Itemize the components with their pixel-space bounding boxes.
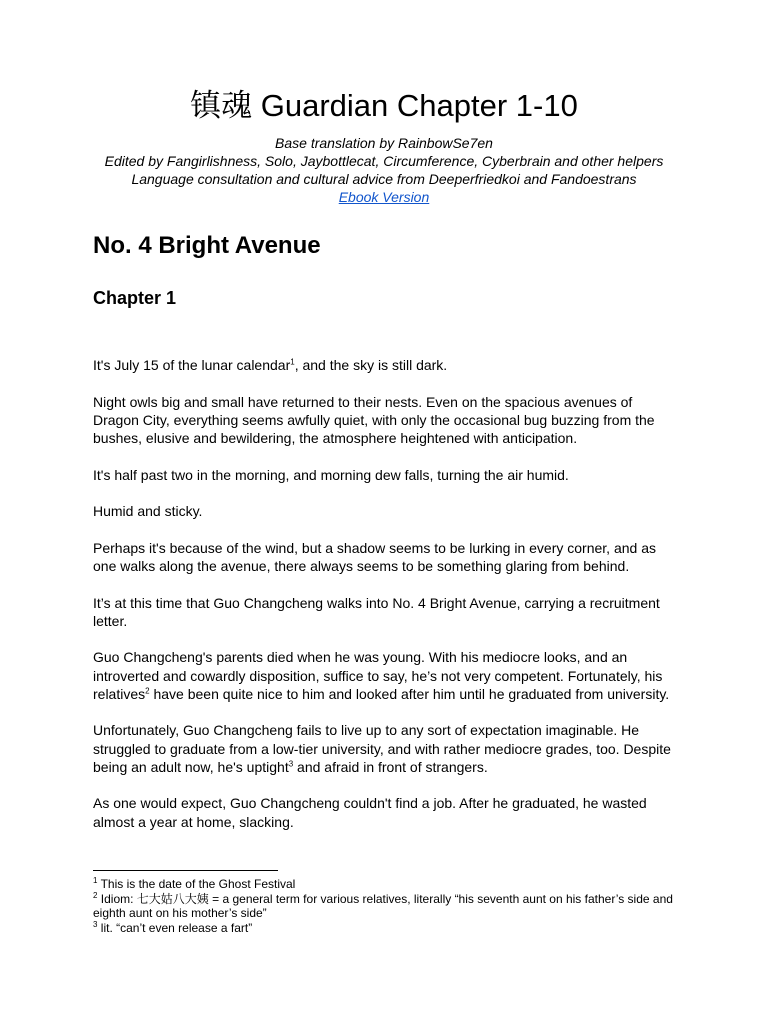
paragraph-1-text-a: It's July 15 of the lunar calendar bbox=[93, 357, 291, 373]
paragraph-8 bbox=[93, 721, 673, 776]
paragraph-4: Humid and sticky. bbox=[93, 503, 203, 520]
chapter-heading: Chapter 1 bbox=[93, 288, 177, 308]
footnote-1-number: 1 bbox=[93, 876, 98, 885]
paragraph-7-text-b: have been quite nice to him and looked after him until he graduated from university. bbox=[149, 685, 670, 702]
credit-editors: Edited by Fangirlishness, Solo, Jaybottlecat, Circumference, Cyberbrain and other helpers bbox=[104, 153, 664, 169]
footnote-2-number: 2 bbox=[93, 890, 98, 900]
paragraph-8-text-b: and afraid in front of strangers. bbox=[293, 758, 488, 775]
paragraph-6: It’s at this time that Guo Changcheng walks into No. 4 Bright Avenue, carrying a recruitment letter. bbox=[93, 594, 660, 629]
footnote-3 bbox=[93, 921, 673, 936]
footnote-2 bbox=[93, 892, 673, 921]
credit-consultation: Language consultation and cultural advice from Deeperfriedkoi and Fandoestrans bbox=[131, 171, 637, 187]
credits-block bbox=[0, 134, 768, 206]
paragraph-7-text-a: Guo Changcheng's parents died when he was young. With his mediocre looks, and an introverted and cowardly disposition, suffice to say, he’s not very competent. Fortunately, his relatives bbox=[93, 649, 663, 702]
document-title: 镇魂 Guardian Chapter 1-10 bbox=[190, 88, 578, 123]
section-heading: No. 4 Bright Avenue bbox=[93, 232, 321, 259]
ebook-link-row bbox=[0, 188, 768, 206]
paragraph-9: As one would expect, Guo Changcheng couldn't find a job. After he graduated, he wasted almost a year at home, slacking. bbox=[93, 795, 647, 830]
paragraph-8-text-a: Unfortunately, Guo Changcheng fails to live up to any sort of expectation imaginable. He struggled to graduate from a low-tier university, and with rather mediocre grades, too. Despite being an adult now, he's uptight bbox=[93, 722, 671, 775]
footnote-1-text: This is the date of the Ghost Festival bbox=[97, 877, 296, 891]
ebook-version-link[interactable]: Ebook Version bbox=[338, 189, 430, 205]
footnote-ref-2[interactable]: 2 bbox=[145, 686, 150, 696]
footnote-2-text: Idiom: 七大姑八大姨 = a general term for various relatives, literally “his seventh aunt on his father’s side and eighth aunt on his mother’s side” bbox=[93, 891, 673, 920]
chapter-body bbox=[93, 356, 673, 849]
footnote-3-text: lit. “can’t even release a fart” bbox=[97, 920, 253, 935]
footnotes-block bbox=[93, 877, 673, 935]
paragraph-1 bbox=[93, 356, 673, 374]
paragraph-2: Night owls big and small have returned to their nests. Even on the spacious avenues of Dragon City, everything seems awfully quiet, with only the occasional bug buzzing from the bushes, elusive and bewildering, the atmosphere heightened with anticipation. bbox=[93, 393, 655, 446]
footnote-ref-1[interactable]: 1 bbox=[290, 357, 295, 367]
paragraph-3: It's half past two in the morning, and morning dew falls, turning the air humid. bbox=[93, 466, 569, 483]
paragraph-5: Perhaps it's because of the wind, but a shadow seems to be lurking in every corner, and as one walks along the avenue, there always seems to be something glaring from behind. bbox=[93, 539, 656, 574]
footnote-divider bbox=[93, 870, 278, 871]
footnote-1 bbox=[93, 877, 673, 892]
credit-translation: Base translation by RainbowSe7en bbox=[275, 135, 493, 151]
paragraph-1-text-b: , and the sky is still dark. bbox=[294, 357, 448, 373]
paragraph-7 bbox=[93, 648, 673, 703]
footnote-3-number: 3 bbox=[93, 919, 98, 929]
footnote-ref-3[interactable]: 3 bbox=[288, 759, 294, 769]
